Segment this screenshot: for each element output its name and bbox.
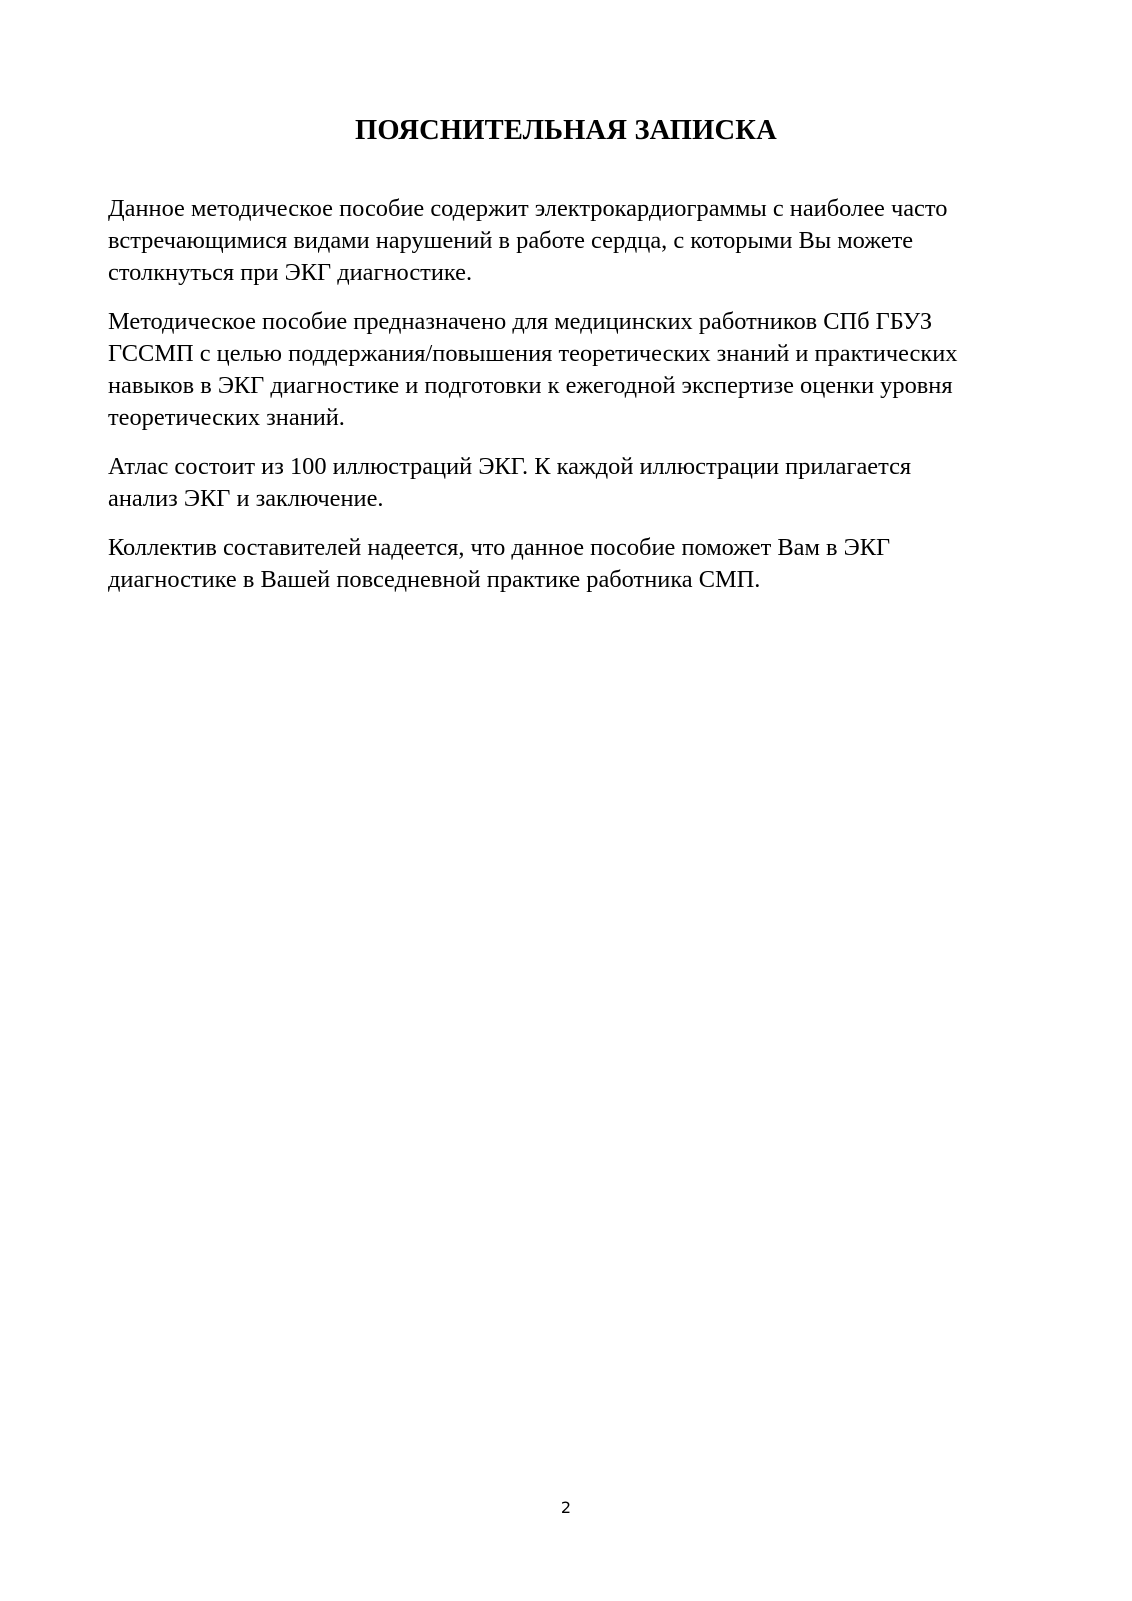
paragraph-4 — [108, 532, 1043, 596]
paragraph-line: Данное методическое пособие содержит электрокардиограммы с наиболее часто — [108, 195, 948, 222]
paragraph-line: Атлас состоит из 100 иллюстраций ЭКГ. К каждой иллюстрации прилагается — [108, 453, 912, 480]
page-title: ПОЯСНИТЕЛЬНАЯ ЗАПИСКА — [355, 115, 777, 147]
paragraph-1 — [108, 193, 1043, 289]
paragraph-line: встречающимися видами нарушений в работе сердца, с которыми Вы можете — [108, 227, 914, 254]
paragraph-line: диагностике в Вашей повседневной практике работника СМП. — [108, 566, 761, 593]
paragraph-line: анализ ЭКГ и заключение. — [108, 485, 384, 512]
paragraph-line: Коллектив составителей надеется, что данное пособие поможет Вам в ЭКГ — [108, 534, 891, 561]
paragraph-line: теоретических знаний. — [108, 404, 345, 431]
page-number: 2 — [560, 1498, 572, 1517]
document-body — [108, 193, 1043, 613]
paragraph-line: Методическое пособие предназначено для медицинских работников СПб ГБУЗ — [108, 308, 933, 335]
paragraph-line: столкнуться при ЭКГ диагностике. — [108, 259, 473, 286]
paragraph-line: ГССМП с целью поддержания/повышения теоретических знаний и практических — [108, 340, 958, 367]
paragraph-3 — [108, 451, 1043, 515]
paragraph-line: навыков в ЭКГ диагностике и подготовки к ежегодной экспертизе оценки уровня — [108, 372, 953, 399]
paragraph-2 — [108, 306, 1043, 434]
